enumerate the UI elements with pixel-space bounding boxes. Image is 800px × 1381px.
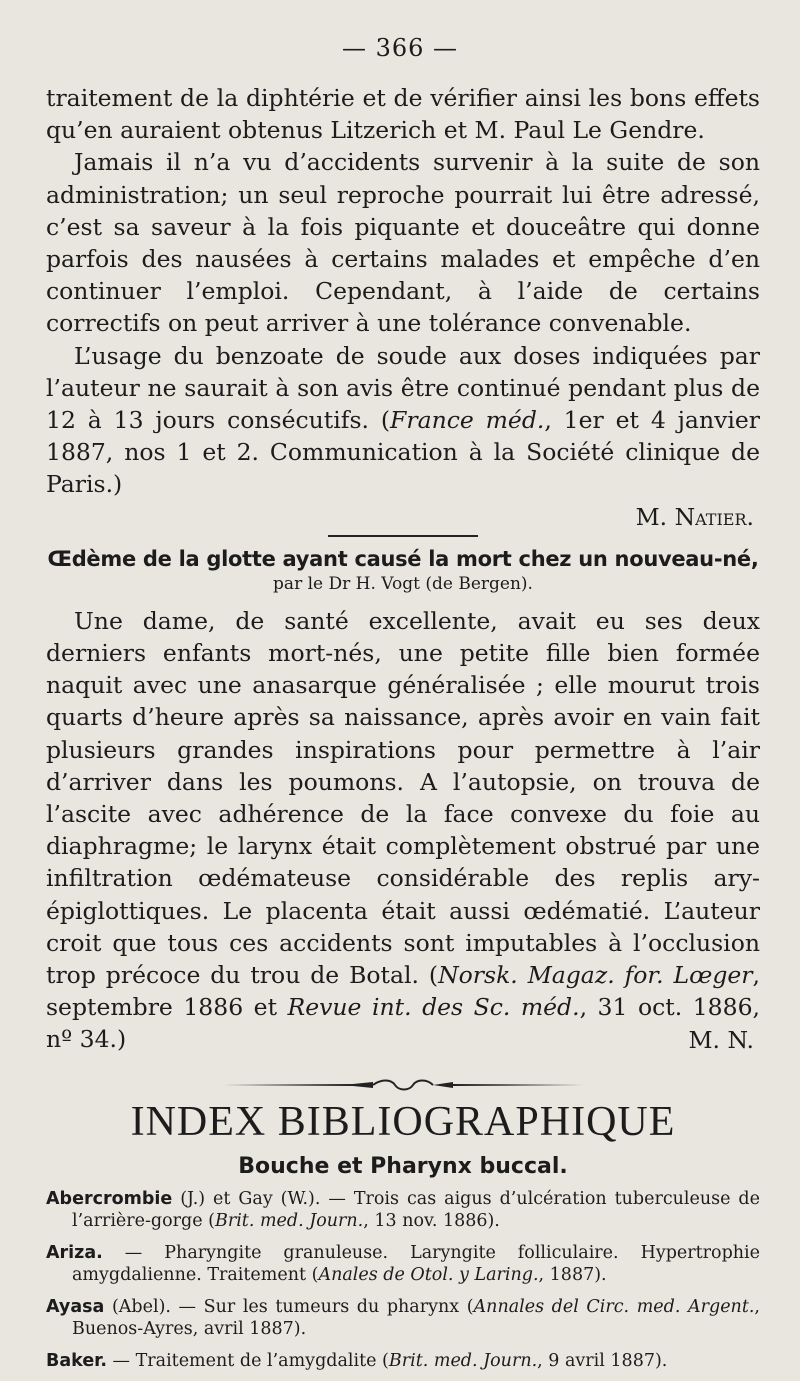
bibliography-entry <box>46 1296 760 1341</box>
entry-text: (Abel). — Sur les tumeurs du pharynx ( <box>104 1296 474 1317</box>
bibliography-entry <box>46 1188 760 1233</box>
article-text-a: Une dame, de santé excellente, avait eu ses deux derniers enfants mort-nés, une petite fille bien formée naquit avec une anasarque généralisée ; elle mourut trois quarts d’heure après sa naissance, après avoir en vain fait plusieurs grandes inspirations pour permettre à l’air d’arriver dans les poumons. A l’autopsie, on trouva de l’ascite avec adhérence de la face convexe du foie au diaphragme; le larynx était complètement obstrué par une infiltration œdémateuse considérable des replis ary-épiglottiques. Le placenta était aussi œdématié. L’auteur croit que tous ces accidents sont imputables à l’occlusion trop précoce du trou de Botal. ( <box>46 606 760 990</box>
paragraph-3-citation: France méd. <box>390 406 545 435</box>
paragraph-1: traitement de la diphtérie et de vérifier ainsi les bons effets qu’en auraient obtenus Litzerich et M. Paul Le Gendre. <box>46 84 760 145</box>
paragraph-2: Jamais il n’a vu d’accidents survenir à la suite de son administration; un seul reproche pourrait lui être adressé, c’est sa saveur à la fois piquante et douceâtre qui donne parfois des nausées à certains malades et empêche d’en continuer l’emploi. Cependant, à l’aide de certains correctifs on peut arriver à une tolérance convenable. <box>46 148 760 338</box>
paragraph-3-rest: , 1er et 4 janvier 1887, nos 1 et 2. Communication à la Société clinique de Paris.) <box>46 406 761 499</box>
article-author: par le Dr H. Vogt (de Bergen). <box>273 573 533 594</box>
article-text-c: , 31 oct. 1886, nº 34.) <box>46 993 760 1054</box>
entry-date: , 13 nov. 1886). <box>363 1211 500 1232</box>
page-body <box>46 82 760 1381</box>
page-number: — 366 — <box>341 34 459 62</box>
bibliography-entry <box>46 1242 760 1287</box>
article-body <box>46 605 760 1056</box>
paragraph-3-text: L’usage du benzoate de soude aux doses indiquées par l’auteur ne saurait à son avis être continué pendant plus de 12 à 13 jours consécutifs. ( <box>46 341 760 435</box>
entry-date: , 1887). <box>538 1265 607 1286</box>
ornament-divider <box>223 1078 583 1092</box>
article-title: Œdème de la glotte ayant causé la mort chez un nouveau-né, <box>47 546 759 571</box>
entry-author: Baker. <box>46 1350 107 1371</box>
article-text-b: , septembre 1886 et <box>46 961 760 1022</box>
entry-text: (J.) et Gay (W.). — Trois cas aigus d’ulcération tuberculeuse de l’arrière-gorge ( <box>72 1188 760 1232</box>
entry-author: Ariza. <box>46 1242 103 1263</box>
article-citation-2: Revue int. des Sc. méd. <box>287 993 580 1022</box>
entry-date: , 9 avril 1887). <box>537 1350 668 1371</box>
entry-date: , Buenos-Ayres, avril 1887). <box>72 1296 760 1340</box>
section-title: Bouche et Pharynx buccal. <box>238 1153 568 1179</box>
bibliography-entry <box>46 1350 760 1373</box>
entry-author: Abercrombie <box>46 1188 173 1209</box>
article-signature: M. N. <box>688 1025 754 1054</box>
entry-journal: Brit. med. Journ. <box>388 1350 538 1371</box>
entry-text: — Traitement de l’amygdalite ( <box>106 1350 389 1371</box>
paragraph-3 <box>46 340 760 501</box>
article-citation-1: Norsk. Magaz. for. Lœger <box>438 961 753 990</box>
entry-journal: Annales del Circ. med. Argent. <box>473 1296 755 1317</box>
entry-text: — Pharyngite granuleuse. Laryngite folliculaire. Hypertrophie amygdalienne. Traitement ( <box>72 1242 760 1286</box>
separator-rule <box>328 535 478 537</box>
index-title: INDEX BIBLIOGRAPHIQUE <box>130 1098 676 1145</box>
entry-author: Ayasa <box>46 1296 105 1317</box>
entry-journal: Anales de Otol. y Laring. <box>318 1265 539 1286</box>
signature-natier: M. Natier. <box>635 502 754 531</box>
entry-journal: Brit. med. Journ. <box>214 1211 364 1232</box>
